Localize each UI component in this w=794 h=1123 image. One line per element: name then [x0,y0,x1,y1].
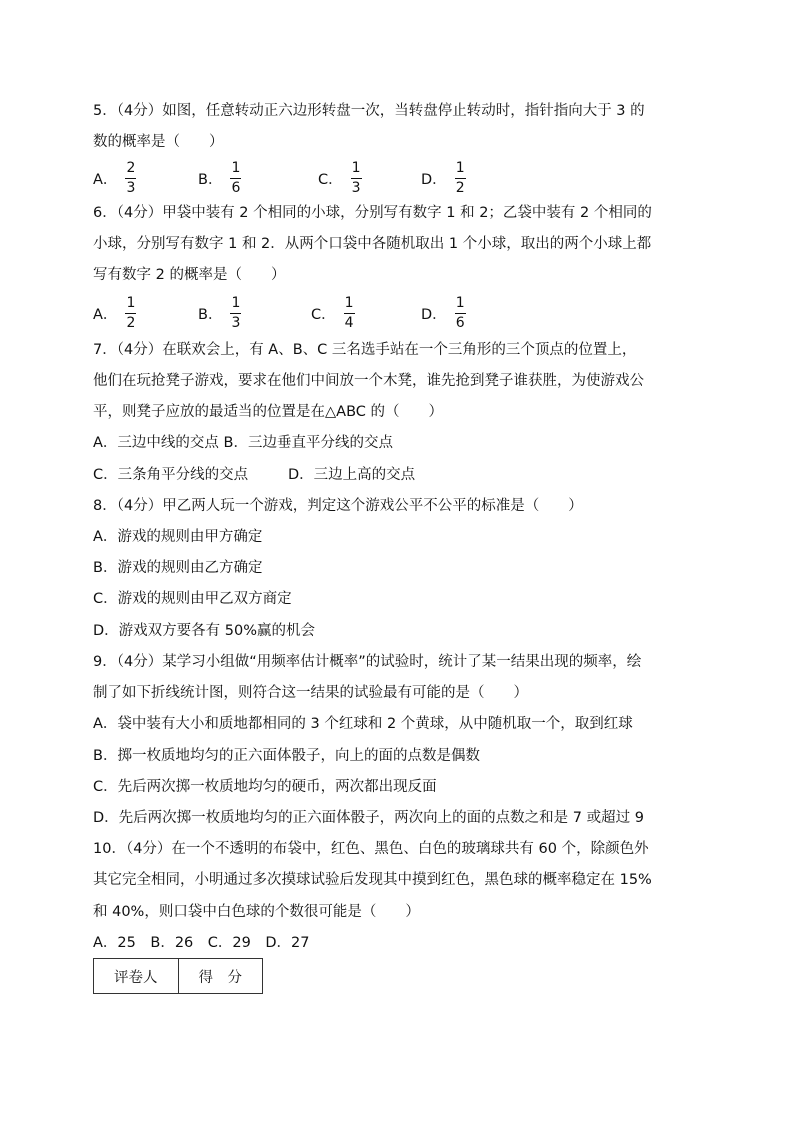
option-label: D． [421,171,447,188]
option-label: A． [93,171,118,188]
fraction: $\frac{2}{3}$ [126,159,136,196]
q7-line3: 平，则凳子应放的最适当的位置是在△ABC 的（ ） [93,404,443,420]
q7-option-c: C．三条角平分线的交点 [93,467,249,483]
q6-option-a [93,293,136,333]
fraction: $\frac{1}{3}$ [351,159,361,196]
q9-option-b: B．掷一枚质地均匀的正六面体骰子，向上的面的点数是偶数 [93,748,480,764]
q8-option-b: B．游戏的规则由乙方确定 [93,560,263,576]
fraction: $\frac{1}{6}$ [455,294,465,331]
q7-line2: 他们在玩抢凳子游戏，要求在他们中间放一个木凳，谁先抢到凳子谁获胜，为使游戏公 [93,373,644,389]
q6-line1: 6．（4分）甲袋中装有 2 个相同的小球，分别写有数字 1 和 2；乙袋中装有 2 个相同的 [93,205,652,221]
q6-option-c [311,293,355,333]
q8-line1: 8．（4分）甲乙两人玩一个游戏，判定这个游戏公平不公平的标准是（ ） [93,498,583,514]
q9-option-a: A．袋中装有大小和质地都相同的 3 个红球和 2 个黄球，从中随机取一个，取到红球 [93,716,633,732]
q9-option-c: C．先后两次掷一枚质地均匀的硬币，两次都出现反面 [93,779,437,795]
q6-line3: 写有数字 2 的概率是（ ） [93,267,286,283]
q10-line2: 其它完全相同，小明通过多次摸球试验后发现其中摸到红色，黑色球的概率稳定在 15% [93,872,652,888]
q5-option-b [198,158,241,198]
q5-option-c [318,158,362,198]
q5-option-d [421,158,466,198]
fraction: $\frac{1}{2}$ [126,294,136,331]
score-cell: 得 分 [178,959,263,993]
q7-option-d: D．三边上高的交点 [288,467,416,483]
q10-line1: 10．（4分）在一个不透明的布袋中，红色、黑色、白色的玻璃球共有 60 个，除颜色外 [93,841,649,857]
option-label: C． [318,171,343,188]
score-box [93,958,263,994]
q8-option-d: D．游戏双方要各有 50%赢的机会 [93,623,316,639]
q8-option-c: C．游戏的规则由甲乙双方商定 [93,591,292,607]
option-label: D． [421,306,447,323]
q9-line2: 制了如下折线统计图，则符合这一结果的试验最有可能的是（ ） [93,685,528,701]
q5-line1: 5．（4分）如图，任意转动正六边形转盘一次，当转盘停止转动时，指针指向大于 3 的 [93,103,645,119]
q10-line3: 和 40%，则口袋中白色球的个数很可能是（ ） [93,904,420,920]
grader-cell: 评卷人 [114,969,158,986]
q6-option-b [198,293,241,333]
q6-option-d [421,293,466,333]
fraction: $\frac{1}{2}$ [455,159,465,196]
fraction: $\frac{1}{4}$ [344,294,354,331]
q10-options: A．25 B．26 C．29 D．27 [93,935,310,951]
option-label: B． [198,171,223,188]
option-label: A． [93,306,118,323]
q9-line1: 9．（4分）某学习小组做“用频率估计概率”的试验时，统计了某一结果出现的频率，绘 [93,654,642,670]
q7-line1: 7．（4分）在联欢会上，有 A、B、C 三名选手站在一个三角形的三个顶点的位置上， [93,342,637,358]
option-label: B． [198,306,223,323]
fraction: $\frac{1}{6}$ [231,159,241,196]
fraction: $\frac{1}{3}$ [231,294,241,331]
q8-option-a: A．游戏的规则由甲方确定 [93,529,263,545]
q6-line2: 小球，分别写有数字 1 和 2．从两个口袋中各随机取出 1 个小球，取出的两个小球上都 [93,236,652,252]
q5-line2: 数的概率是（ ） [93,134,224,150]
q7-option-a-b: A．三边中线的交点 B．三边垂直平分线的交点 [93,435,393,451]
q9-option-d: D．先后两次掷一枚质地均匀的正六面体骰子，两次向上的面的点数之和是 7 或超过 9 [93,810,644,826]
option-label: C． [311,306,336,323]
q5-option-a [93,158,136,198]
